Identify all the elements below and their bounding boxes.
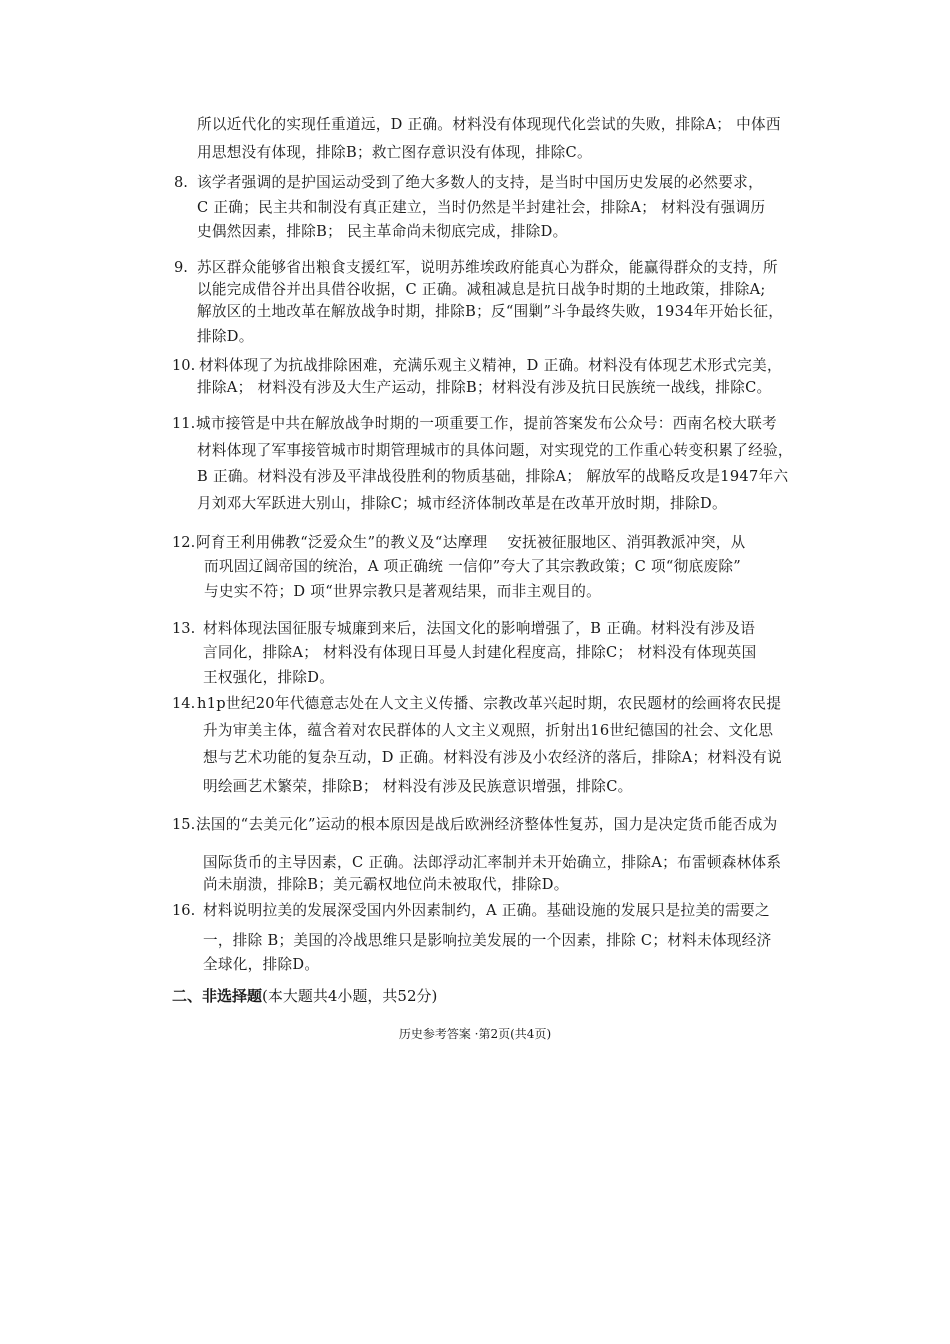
item-line: 以能完成借谷并出具借谷收据，C 正确。减租减息是抗日战争时期的土地政策，排除A;	[197, 281, 766, 298]
item-line: 苏区群众能够省出粮食支援红军，说明苏维埃政府能真心为群众，能赢得群众的支持，所	[197, 259, 778, 276]
item-line: 排除A； 材料没有涉及大生产运动，排除B；材料没有涉及抗日民族统一战线，排除C。	[197, 379, 772, 396]
item-number: 9.	[174, 259, 188, 276]
section-note: (本大题共4小题，共52分)	[262, 987, 438, 1005]
item-line: 阿育王利用佛教“泛爱众生”的教义及“达摩理 安抚被征服地区、消弭教派冲突，从	[196, 534, 746, 551]
item-line: 王权强化，排除D。	[203, 669, 335, 686]
item-line: 升为审美主体，蕴含着对农民群体的人文主义观照，折射出16世纪德国的社会、文化思	[203, 722, 774, 739]
section-title: 二、非选择题	[172, 987, 263, 1005]
item-line: 该学者强调的是护国运动受到了绝大多数人的支持，是当时中国历史发展的必然要求，	[197, 174, 763, 191]
item-number: 11.	[172, 415, 196, 432]
item-line: 国际货币的主导因素，C 正确。法郎浮动汇率制并未开始确立，排除A；布雷顿森林体系	[203, 854, 782, 871]
item-line: 材料体现法国征服专城廉到来后，法国文化的影响增强了，B 正确。材料没有涉及语	[203, 620, 756, 637]
item-line: 一，排除 B；美国的冷战思维只是影响拉美发展的一个因素，排除 C；材料未体现经济	[203, 932, 772, 949]
item-line: 排除D。	[197, 328, 254, 345]
section-heading	[172, 986, 437, 1006]
item-number: 8.	[174, 174, 188, 191]
item-line: 材料说明拉美的发展深受国内外因素制约，A 正确。基础设施的发展只是拉美的需要之	[203, 902, 770, 919]
item-line: 解放区的土地改革在解放战争时期，排除B；反“围剿”斗争最终失败，1934年开始长征，	[197, 303, 784, 320]
page-footer: 历史参考答案 ·第2页(共4页)	[398, 1027, 552, 1041]
item-line: 而巩固辽阔帝国的统治，A 项正确统 一信仰”夸大了其宗教政策；C 项“彻底废除”	[204, 558, 742, 575]
item-line: 月刘邓大军跃进大别山，排除C；城市经济体制改革是在改革开放时期，排除D。	[197, 495, 727, 512]
item-line: 材料体现了军事接管城市时期管理城市的具体问题，对实现党的工作重心转变积累了经验，	[197, 442, 793, 459]
intro-line: 所以近代化的实现任重道远，D 正确。材料没有体现现代化尝试的失败，排除A； 中体西	[197, 116, 781, 133]
item-line: 城市接管是中共在解放战争时期的一项重要工作，提前答案发布公众号：西南名校大联考	[196, 415, 777, 432]
item-line: h1p世纪20年代德意志处在人文主义传播、宗教改革兴起时期，农民题材的绘画将农民提	[197, 695, 782, 712]
intro-line: 用思想没有体现，排除B；救亡图存意识没有体现，排除C。	[197, 144, 592, 161]
item-number: 12.	[172, 534, 196, 551]
item-line: 与史实不符；D 项“世界宗教只是著观结果，而非主观目的。	[204, 583, 602, 600]
item-line: 想与艺术功能的复杂互动，D 正确。材料没有涉及小农经济的落后，排除A；材料没有说	[203, 749, 782, 766]
item-line: 史偶然因素，排除B； 民主革命尚未彻底完成，排除D。	[197, 223, 568, 240]
item-number: 15.	[172, 816, 196, 833]
item-line: 法国的“去美元化”运动的根本原因是战后欧洲经济整体性复苏，国力是决定货币能否成为	[196, 816, 778, 833]
item-line: C 正确；民主共和制没有真正建立，当时仍然是半封建社会，排除A； 材料没有强调历	[197, 199, 766, 216]
item-number: 13.	[172, 620, 196, 637]
item-number: 10.	[172, 357, 196, 374]
item-number: 16.	[172, 902, 196, 919]
item-line: 材料体现了为抗战排除困难，充满乐观主义精神，D 正确。材料没有体现艺术形式完美，	[199, 357, 782, 374]
item-line: 明绘画艺术繁荣，排除B； 材料没有涉及民族意识增强，排除C。	[203, 778, 633, 795]
item-number: 14.	[172, 695, 196, 712]
item-line: 尚未崩溃，排除B；美元霸权地位尚未被取代，排除D。	[203, 876, 569, 893]
item-line: B 正确。材料没有涉及平津战役胜利的物质基础，排除A； 解放军的战略反攻是1947年六	[197, 468, 789, 485]
item-line: 言同化，排除A； 材料没有体现日耳曼人封建化程度高，排除C； 材料没有体现英国	[203, 644, 757, 661]
item-line: 全球化，排除D。	[203, 956, 320, 973]
